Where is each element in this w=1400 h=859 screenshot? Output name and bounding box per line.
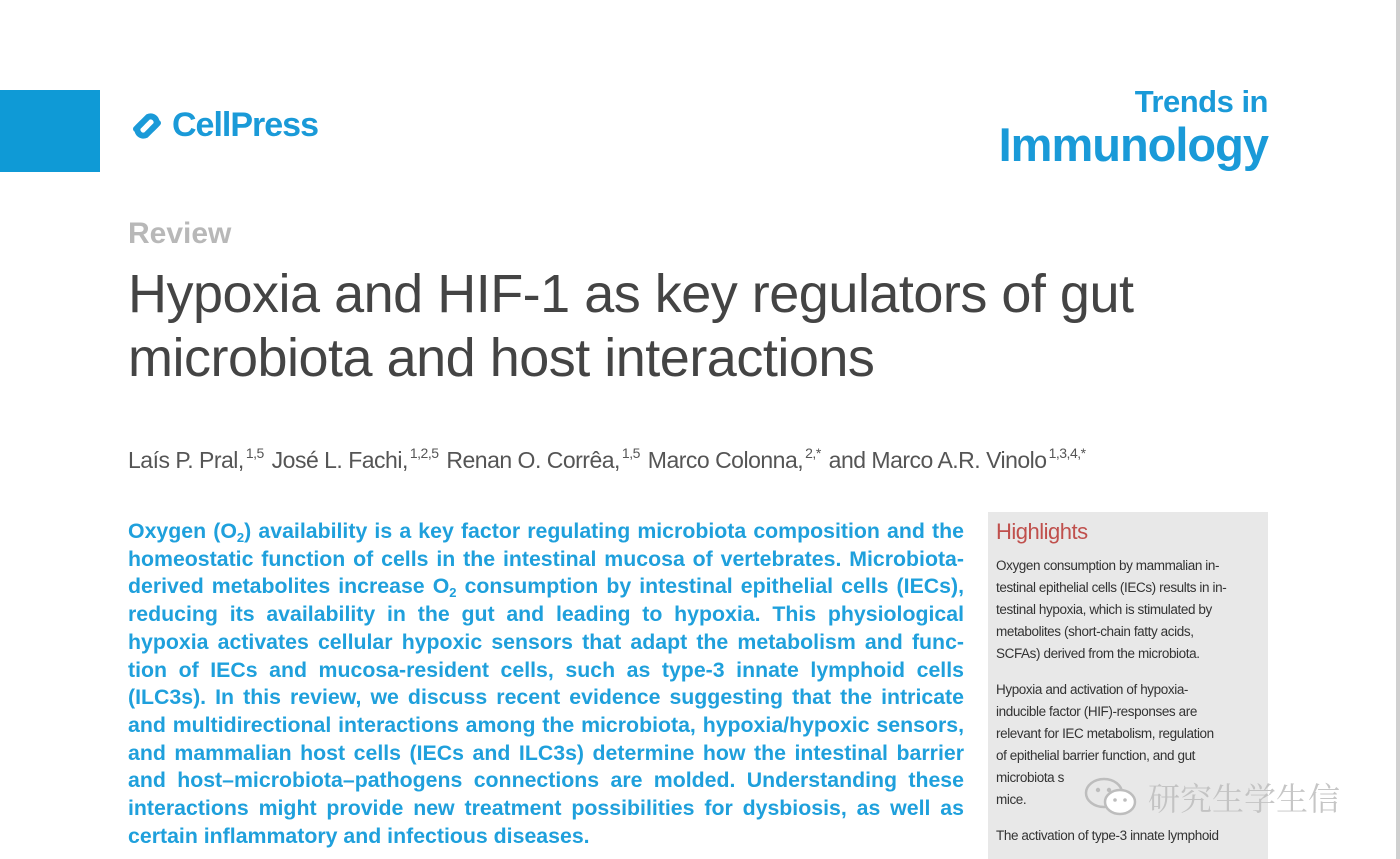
cellpress-logo-icon bbox=[128, 107, 166, 145]
abstract-line: and host–microbiota–pathogens connections are molded. Understanding these bbox=[128, 768, 964, 793]
abstract-line: and multidirectional interactions among the microbiota, hypoxia/hypoxic sensors, bbox=[128, 712, 964, 737]
abstract-line: (ILC3s). In this review, we discuss recent evidence suggesting that the intricate bbox=[128, 685, 964, 710]
abstract-line: tion of IECs and mucosa-resident cells, such as type-3 innate lymphoid cells bbox=[128, 657, 964, 682]
author-name[interactable]: Marco Colonna, bbox=[647, 447, 804, 473]
highlights-paragraph: Hypoxia and activation of hypoxia- inducible factor (HIF)-responses are relevant for IEC metabolism, regulation of epithelial barrier function, and gut microbiota s mice. bbox=[996, 682, 1214, 807]
abstract-line: derived metabolites increase $O_2$ consumption by intestinal epithelial cells (IECs), bbox=[128, 574, 965, 601]
abstract-line: Oxygen $(O_2)$ availability is a key factor regulating microbiota composition and the bbox=[128, 519, 965, 545]
author-affiliation: 1,5 bbox=[621, 445, 640, 461]
article-type-label: Review bbox=[128, 217, 232, 250]
abstract-line: certain inflammatory and infectious diseases. bbox=[128, 823, 590, 848]
author-affiliation: 1,2,5 bbox=[409, 445, 439, 461]
cellpress-logo-text: CellPress bbox=[172, 106, 318, 144]
highlights-paragraph: Oxygen consumption by mammalian in- testinal epithelial cells (IECs) results in in- testinal hypoxia, which is stimulated by metabolites (short-chain fatty acids, SCFAs) derived from the microbiota. bbox=[996, 558, 1227, 661]
article-title bbox=[128, 262, 1278, 390]
watermark bbox=[1082, 774, 1340, 820]
watermark-text: 研究生学生信 bbox=[1148, 781, 1341, 817]
author-name[interactable]: Renan O. Corrêa, bbox=[446, 447, 620, 473]
highlights-paragraph: The activation of type-3 innate lymphoid bbox=[996, 828, 1219, 843]
abstract-line: hypoxia activates cellular hypoxic sensors that adapt the metabolism and func- bbox=[128, 629, 964, 654]
brand-color-block bbox=[0, 90, 100, 172]
article-title-line: microbiota and host interactions bbox=[128, 328, 875, 388]
page-edge-divider bbox=[1396, 0, 1400, 859]
author-name[interactable]: and Marco A.R. Vinolo bbox=[828, 447, 1047, 473]
abstract-line: homeostatic function of cells in the intestinal mucosa of vertebrates. Microbiota- bbox=[128, 546, 964, 571]
abstract-line: interactions might provide new treatment possibilities for dysbiosis, as well as bbox=[128, 796, 964, 821]
journal-name-line1: Trends in bbox=[1134, 84, 1268, 119]
author-affiliation: 2,* bbox=[805, 445, 821, 461]
author-name[interactable]: Laís P. Pral, bbox=[128, 447, 244, 473]
article-title-line: Hypoxia and HIF-1 as key regulators of gut bbox=[128, 264, 1134, 324]
highlights-heading: Highlights bbox=[996, 519, 1088, 544]
author-name[interactable]: José L. Fachi, bbox=[271, 447, 408, 473]
author-list bbox=[128, 445, 1088, 474]
cellpress-logo[interactable] bbox=[128, 106, 318, 145]
author-affiliation: 1,3,4,* bbox=[1048, 445, 1086, 461]
abstract-line: reducing its availability in the gut and leading to hypoxia. This physiological bbox=[128, 602, 964, 627]
wechat-icon bbox=[1082, 775, 1142, 819]
journal-name[interactable] bbox=[998, 84, 1268, 171]
abstract-line: and mammalian host cells (IECs and ILC3s) determine how the intestinal barrier bbox=[128, 740, 964, 765]
journal-name-line2: Immunology bbox=[998, 118, 1268, 171]
author-affiliation: 1,5 bbox=[245, 445, 264, 461]
abstract-text bbox=[128, 518, 964, 850]
